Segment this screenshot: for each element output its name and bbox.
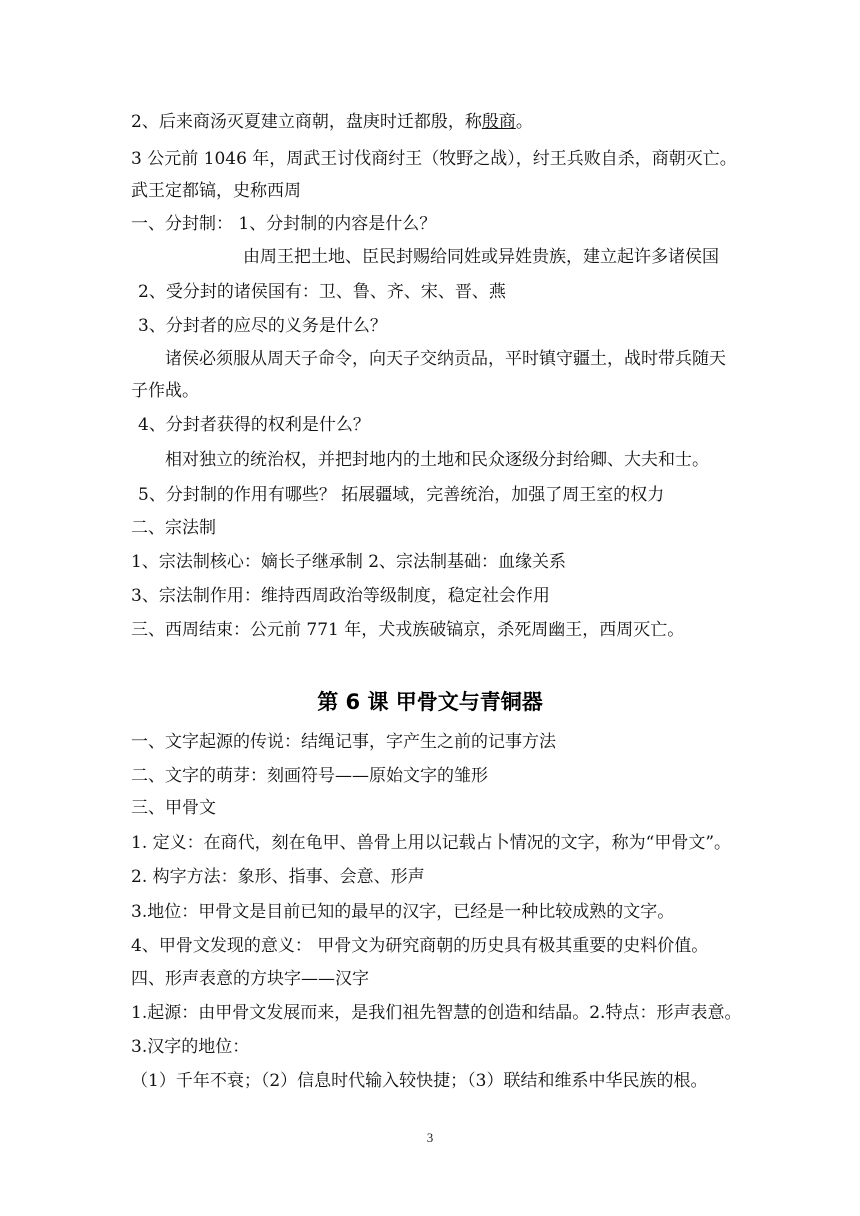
text-line: 4、分封者获得的权利是什么？	[138, 415, 370, 435]
section-heading: 三、西周结束：公元前 771 年，犬戎族破镐京，杀死周幽王，西周灭亡。	[131, 620, 685, 640]
text-line: 2. 构字方法：象形、指事、会意、形声	[131, 867, 425, 887]
underlined-term: 殷商	[481, 112, 516, 132]
section-heading: 四、形声表意的方块字——汉字	[131, 969, 369, 989]
text-line: 1.起源：由甲骨文发展而来，是我们祖先智慧的创造和结晶。2.特点：形声表意。	[131, 1003, 742, 1023]
text-line: 相对独立的统治权，并把封地内的土地和民众逐级分封给卿、大夫和士。	[165, 450, 709, 470]
text-line: 武王定都镐，史称西周	[131, 181, 301, 201]
section-heading: 二、宗法制	[131, 518, 216, 538]
text-line: 1. 定义：在商代，刻在龟甲、兽骨上用以记载占卜情况的文字，称为“甲骨文”。	[131, 833, 732, 853]
text-line: 3、宗法制作用：维持西周政治等级制度，稳定社会作用	[131, 586, 550, 606]
text-line	[131, 111, 533, 133]
text-line: 2、受分封的诸侯国有：卫、鲁、齐、宋、晋、燕	[138, 282, 506, 302]
text-line: 3.地位：甲骨文是目前已知的最早的汉字，已经是一种比较成熟的文字。	[131, 902, 675, 922]
text-line: 诸侯必须服从周天子命令，向天子交纳贡品，平时镇守疆土，战时带兵随天	[165, 349, 726, 369]
text-line: 子作战。	[131, 381, 199, 401]
text-line: 1、宗法制核心：嫡长子继承制 2、宗法制基础：血缘关系	[131, 552, 567, 572]
text-line: 3.汉字的地位：	[131, 1037, 250, 1057]
lesson-title: 第 6 课 甲骨文与青铜器	[317, 690, 543, 714]
section-heading: 三、甲骨文	[131, 798, 216, 818]
text-line: 3 公元前 1046 年，周武王讨伐商纣王（牧野之战），纣王兵败自杀，商朝灭亡。	[131, 149, 737, 169]
text-span: 。	[515, 112, 533, 132]
page-number: 3	[426, 1130, 434, 1145]
section-heading: 二、文字的萌芽：刻画符号——原始文字的雏形	[131, 766, 488, 786]
section-heading: 一、文字起源的传说：结绳记事，字产生之前的记事方法	[131, 732, 556, 752]
text-line: 4、甲骨文发现的意义： 甲骨文为研究商朝的历史具有极其重要的史料价值。	[131, 936, 709, 956]
text-line: （1）千年不衰；（2）信息时代输入较快捷；（3）联结和维系中华民族的根。	[131, 1071, 708, 1091]
text-line: 5、分封制的作用有哪些？ 拓展疆域，完善统治，加强了周王室的权力	[138, 485, 665, 505]
text-line: 由周王把土地、臣民封赐给同姓或异姓贵族，建立起许多诸侯国	[243, 247, 719, 267]
text-span: 2、后来商汤灭夏建立商朝，盘庚时迁都殷，称	[131, 112, 482, 132]
section-heading: 一、分封制： 1、分封制的内容是什么？	[131, 214, 437, 234]
text-line: 3、分封者的应尽的义务是什么？	[138, 316, 387, 336]
